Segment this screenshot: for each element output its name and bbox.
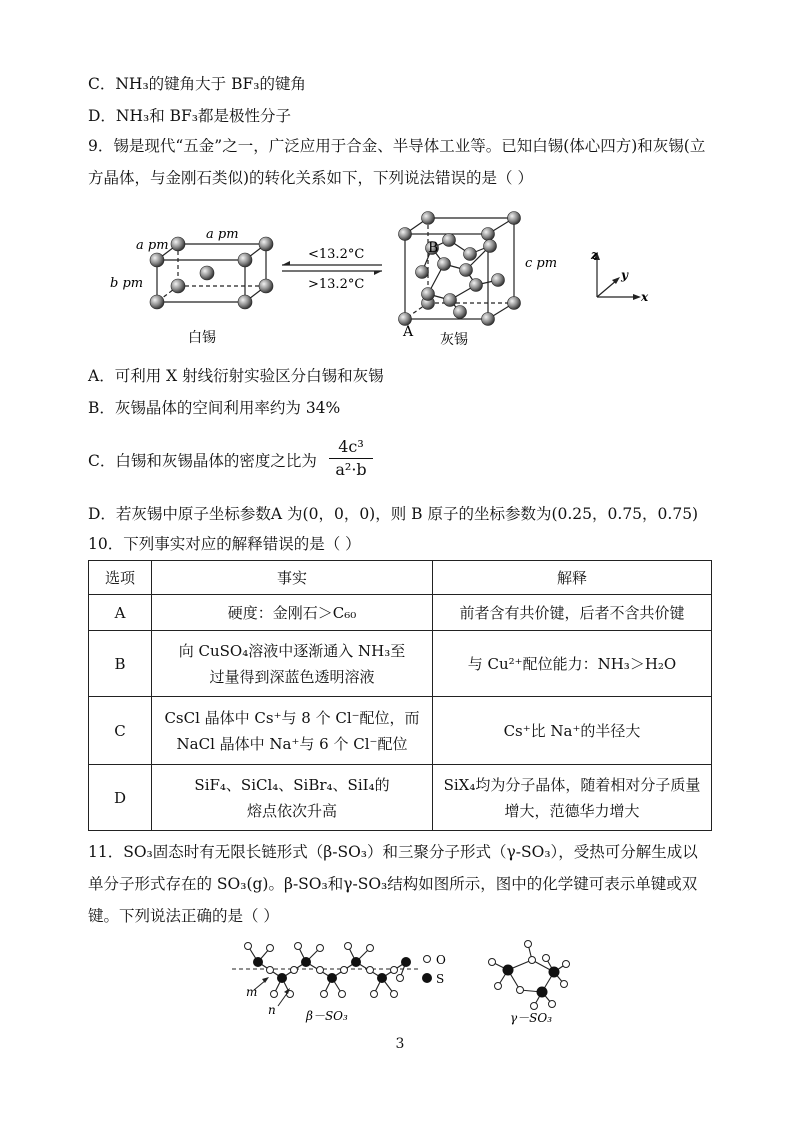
fraction-numerator: 4c³	[329, 436, 373, 459]
row-option: D	[89, 765, 152, 831]
q10-stem: 10．下列事实对应的解释错误的是（ ）	[88, 535, 361, 553]
axis-x-label: x	[641, 290, 649, 304]
fact-line: 过量得到深蓝色透明溶液	[209, 667, 375, 686]
explain-line: 与 Cu²⁺配位能力：NH₃＞H₂O	[467, 654, 677, 673]
header-fact: 事实	[152, 561, 433, 595]
fact-line: 硬度：金刚石＞C₆₀	[227, 603, 357, 622]
q8-option-c: C．NH₃的键角大于 BF₃的键角	[88, 75, 306, 93]
q11-stem-line2: 单分子形式存在的 SO₃(g)。β-SO₃和γ-SO₃结构如图所示，图中的化学键可表示单键或双	[88, 875, 698, 893]
q8-option-d: D．NH₃和 BF₃都是极性分子	[88, 107, 292, 125]
q9-stem-line1: 9．锡是现代“五金”之一，广泛应用于合金、半导体工业等。已知白锡(体心四方)和灰锡(立	[88, 137, 706, 155]
table-row	[89, 595, 712, 631]
density-ratio-fraction	[329, 436, 373, 481]
fact-line: NaCl 晶体中 Na⁺与 6 个 Cl⁻配位	[176, 734, 408, 753]
row-option: A	[89, 595, 152, 631]
row-explain	[433, 631, 712, 697]
row-option: B	[89, 631, 152, 697]
row-explain	[433, 697, 712, 765]
q9-option-c: C．白锡和灰锡晶体的密度之比为	[88, 452, 317, 470]
fraction-denominator: a²·b	[335, 460, 367, 479]
label-a-pm-top: a pm	[206, 227, 239, 242]
row-fact	[152, 595, 433, 631]
explain-line: Cs⁺比 Na⁺的半径大	[503, 721, 641, 740]
gamma-so3-label: γ－SO₃	[510, 1011, 553, 1025]
fact-line: CsCl 晶体中 Cs⁺与 8 个 Cl⁻配位，而	[164, 708, 420, 727]
axis-z-label: z	[591, 248, 598, 262]
row-explain	[433, 595, 712, 631]
arrow-top-label: <13.2°C	[308, 247, 365, 262]
q9-option-b: B．灰锡晶体的空间利用率约为 34%	[88, 399, 341, 417]
q11-stem-line3: 键。下列说法正确的是（ ）	[88, 907, 279, 925]
header-option: 选项	[89, 561, 152, 595]
point-b-label: B	[428, 240, 439, 256]
gray-tin-atoms	[399, 212, 521, 326]
coordinate-axes	[594, 252, 641, 300]
beta-so3-label: β－SO₃	[306, 1009, 348, 1023]
arrow-bottom-label: >13.2°C	[308, 277, 365, 292]
transition-arrows	[282, 261, 382, 275]
explain-line: 增大，范德华力增大	[504, 801, 640, 820]
table-row	[89, 631, 712, 697]
row-fact	[152, 697, 433, 765]
gray-tin-label: 灰锡	[440, 332, 468, 348]
row-fact	[152, 631, 433, 697]
legend-s: S	[436, 972, 445, 986]
label-m: m	[246, 985, 258, 999]
q10-table	[88, 560, 712, 831]
legend-o: O	[436, 953, 446, 967]
table-row	[89, 697, 712, 765]
page-number: 3	[395, 1036, 405, 1052]
q9-stem-line2: 方晶体，与金刚石类似)的转化关系如下，下列说法错误的是（ ）	[88, 169, 533, 187]
label-b-pm: b pm	[110, 276, 144, 291]
row-explain	[433, 765, 712, 831]
fact-line: SiF₄、SiCl₄、SiBr₄、SiI₄的	[194, 775, 390, 794]
point-a-label: A	[403, 324, 414, 340]
axis-y-label: y	[621, 268, 628, 282]
label-a-pm-left: a pm	[136, 238, 169, 253]
fact-line: 向 CuSO₄溶液中逐渐通入 NH₃至	[178, 641, 406, 660]
label-n: n	[268, 1003, 276, 1017]
tin-crystal-figure	[100, 200, 670, 360]
fact-line: 熔点依次升高	[246, 801, 337, 820]
label-c-pm: c pm	[525, 256, 558, 271]
white-tin-label: 白锡	[188, 330, 216, 346]
explain-line: 前者含有共价键，后者不含共价键	[459, 603, 685, 622]
explain-line: SiX₄均为分子晶体，随着相对分子质量	[443, 775, 701, 794]
row-fact	[152, 765, 433, 831]
q9-option-d: D．若灰锡中原子坐标参数A 为(0，0，0)，则 B 原子的坐标参数为(0.25，0.75，0.75)	[88, 505, 699, 523]
q9-option-a: A．可利用 X 射线衍射实验区分白锡和灰锡	[88, 367, 384, 385]
so3-structure-figure	[220, 932, 600, 1032]
sulfur-legend-marker	[422, 973, 432, 983]
oxygen-legend-marker	[424, 956, 431, 963]
table-row	[89, 765, 712, 831]
header-explain: 解释	[433, 561, 712, 595]
row-option: C	[89, 697, 152, 765]
q11-stem-line1: 11．SO₃固态时有无限长链形式（β-SO₃）和三聚分子形式（γ-SO₃），受热可分解生成以	[88, 843, 698, 861]
